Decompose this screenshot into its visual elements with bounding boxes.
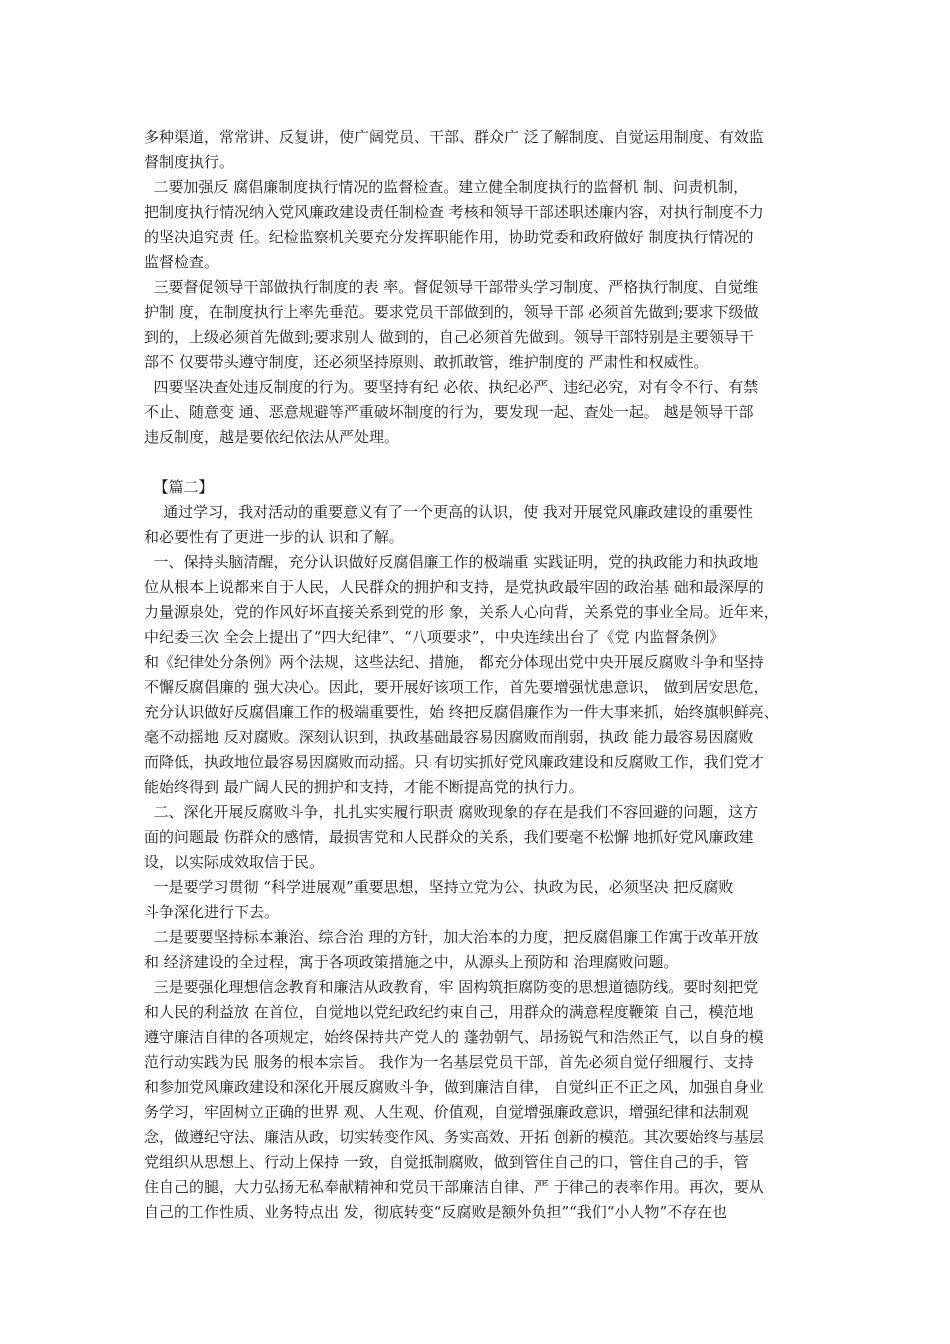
text-line: 和必要性有了更进一步的认 识和了解。 (144, 528, 404, 546)
text-line: 力量源泉处，党的作风好坏直接关系到党的形 象，关系人心向背，关系党的事业全局。近年来， (144, 603, 779, 621)
text-line: 斗争深化进行下去。 (144, 903, 280, 921)
text-line: 二、深化开展反腐败斗争，扎扎实实履行职责 腐败现象的存在是我们不容回避的问题，这方 (144, 803, 759, 821)
text-line: 充分认识做好反腐倡廉工作的极端重要性，始 终把反腐倡廉作为一件大事来抓，始终旗帜鲜亮、 (144, 703, 779, 721)
text-line: 不止、随意变 通、恶意规避等严重破坏制度的行为，要发现一起、查处一起。 越是领导干部 (144, 403, 754, 421)
text-line: 毫不动摇地 反对腐败。深刻认识到，执政基础最容易因腐败而削弱，执政 能力最容易因腐败 (144, 728, 754, 746)
text-line: 和参加党风廉政建设和深化开展反腐败斗争，做到廉洁自律， 自觉纠正不正之风，加强自身业 (144, 1078, 764, 1096)
text-line: 设，以实际成效取信于民。 (144, 853, 325, 871)
text-line: 违反制度，越是要依纪依法从严处理。 (144, 428, 400, 446)
text-line: 三要督促领导干部做执行制度的表 率。督促领导干部带头学习制度、严格执行制度、自觉维 (144, 278, 759, 296)
text-line: 把制度执行情况纳入党风廉政建设责任制检查 考核和领导干部述职述廉内容，对执行制度不力 (144, 203, 764, 221)
text-line: 不懈反腐倡廉的 强大决心。因此，要开展好该项工作，首先要增强忧患意识， 做到居安思危， (144, 678, 769, 696)
text-line: 面的问题最 伤群众的感情，最损害党和人民群众的关系，我们要毫不松懈 地抓好党风廉政建 (144, 828, 754, 846)
text-line: 二是要要坚持标本兼治、综合治 理的方针，加大治本的力度，把反腐倡廉工作寓于改革开放 (144, 928, 759, 946)
text-line: 一、保持头脑清醒，充分认识做好反腐倡廉工作的极端重 实践证明，党的执政能力和执政地 (144, 553, 759, 571)
text-line: 督制度执行。 (144, 153, 235, 171)
text-line: 中纪委三次 全会上提出了“四大纪律”、“八项要求”，中央连续出台了《党 内监督条例》 (144, 628, 725, 646)
text-line: 党组织从思想上、行动上保持 一致，自觉抵制腐败，做到管住自己的口，管住自己的手，管 (144, 1153, 749, 1171)
text-line: 和《纪律处分条例》两个法规，这些法纪、措施， 都充分体现出党中央开展反腐败斗争和坚持 (144, 653, 764, 671)
text-line: 和人民的利益放 在首位，自觉地以党纪政纪约束自己，用群众的满意程度鞭策 自己，模范地 (144, 1003, 754, 1021)
text-line: 和 经济建设的全过程，寓于各项政策措施之中，从源头上预防和 治理腐败问题。 (144, 953, 679, 971)
text-line: 遵守廉洁自律的各项规定，始终保持共产党人的 蓬勃朝气、昂扬锐气和浩然正气，以自身的模 (144, 1028, 764, 1046)
text-line: 三是要强化理想信念教育和廉洁从政教育，牢 固构筑拒腐防变的思想道德防线。要时刻把党 (144, 978, 759, 996)
text-line: 多种渠道，常常讲、反复讲，使广阔党员、干部、群众广 泛了解制度、自觉运用制度、有效监 (144, 128, 764, 146)
text-line: 能始终得到 最广阔人民的拥护和支持，才能不断提高党的执行力。 (144, 778, 584, 796)
text-line: 住自己的腿，大力弘扬无私奉献精神和党员干部廉洁自律、严 于律己的表率作用。再次，要从 (144, 1178, 764, 1196)
text-line: 通过学习，我对活动的重要意义有了一个更高的认识，使 我对开展党风廉政建设的重要性 (144, 503, 753, 521)
text-line: 念，做遵纪守法、廉洁从政，切实转变作风、务实高效、开拓 创新的模范。其次要始终与基层 (144, 1128, 764, 1146)
text-line: 务学习，牢固树立正确的世界 观、人生观、价值观，自觉增强廉政意识，增强纪律和法制观 (144, 1103, 749, 1121)
text-line: 自己的工作性质、业务特点出 发，彻底转变“反腐败是额外负担”“我们“小人物”不存在也 (144, 1203, 728, 1221)
text-line: 到的，上级必须首先做到;要求别人 做到的，自己必须首先做到。领导干部特别是主要领导干 (144, 328, 754, 346)
text-line: 范行动实践为民 服务的根本宗旨。 我作为一名基层党员干部，首先必须自觉仔细履行、支持 (144, 1053, 754, 1071)
section-heading: 【篇二】 (144, 478, 214, 496)
text-line: 一是要学习贯彻 “科学进展观”重要思想，坚持立党为公、执政为民，必须坚决 把反腐败 (144, 878, 734, 896)
text-line: 位从根本上说都来自于人民，人民群众的拥护和支持，是党执政最牢固的政治基 础和最深厚的 (144, 578, 764, 596)
text-line: 四要坚决查处违反制度的行为。要坚持有纪 必依、执纪必严、违纪必究，对有令不行、有禁 (144, 378, 759, 396)
text-line: 监督检查。 (144, 253, 220, 271)
text-line: 的坚决追究责 任。纪检监察机关要充分发挥职能作用，协助党委和政府做好 制度执行情况的 (144, 228, 754, 246)
text-line: 二要加强反 腐倡廉制度执行情况的监督检查。建立健全制度执行的监督机 制、问责机制， (144, 178, 749, 196)
text-line: 护制 度，在制度执行上率先垂范。要求党员干部做到的，领导干部 必须首先做到;要求下级做 (144, 303, 759, 321)
text-line: 部不 仅要带头遵守制度，还必须坚持原则、敢抓敢管，维护制度的 严肃性和权威性。 (144, 353, 709, 371)
text-line: 而降低，执政地位最容易因腐败而动摇。只 有切实抓好党风廉政建设和反腐败工作，我们党才 (144, 753, 764, 771)
